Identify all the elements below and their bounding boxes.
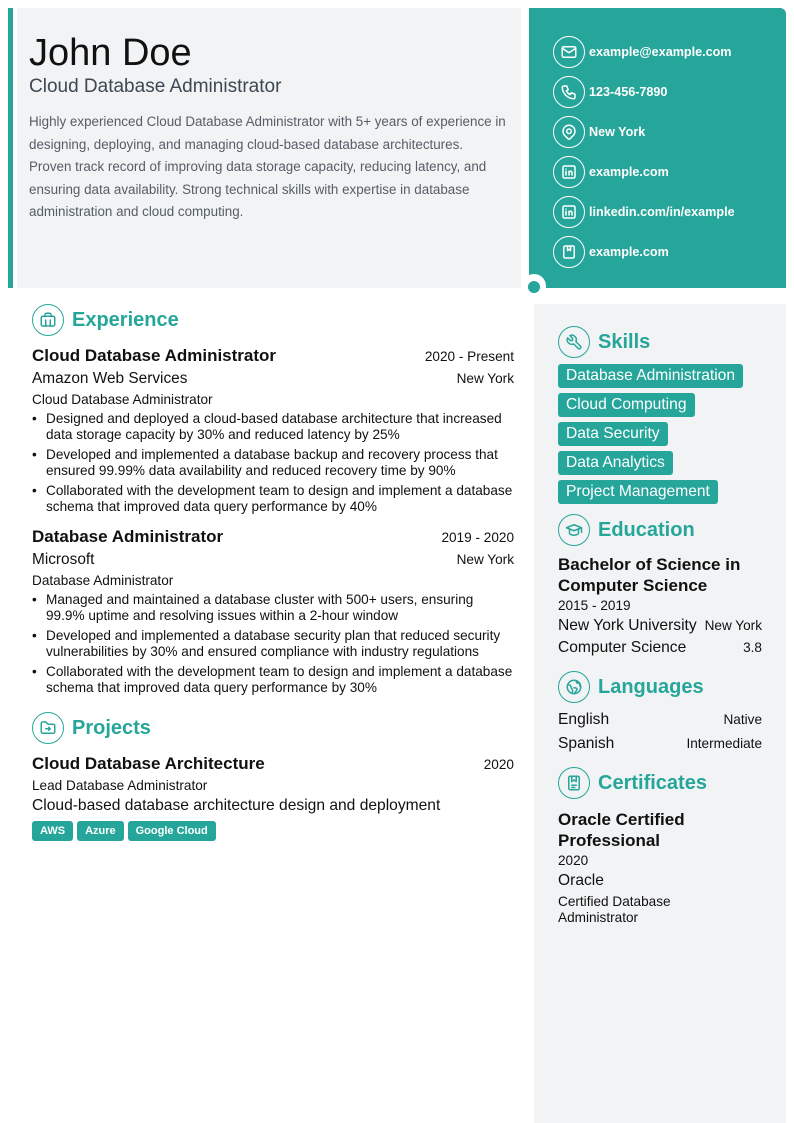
skill-badge: Project Management — [558, 480, 718, 504]
summary-text: Highly experienced Cloud Database Administrator with 5+ years of experience in designing, deploying, and managing cloud-based database architectures. Proven track record of improving data storage capacity, reducing latency, and ensuring data availability. Strong technical skills with expertise in database administration and cloud computing. — [29, 114, 506, 220]
phone-icon — [553, 76, 585, 108]
section-title: Languages — [598, 675, 704, 698]
experience-item — [32, 527, 514, 696]
project-tags — [32, 821, 514, 841]
skill-badge: Data Analytics — [558, 451, 673, 475]
education-gpa: 3.8 — [743, 640, 762, 655]
education-dates: 2015 - 2019 — [558, 598, 631, 613]
bullet-item: • Developed and implemented a database backup and recovery process that ensured 99.99% data availability and reduced recovery time by 90% — [32, 447, 514, 479]
project-item — [32, 754, 514, 841]
globe-icon — [558, 671, 590, 703]
section-title: Certificates — [598, 771, 707, 794]
experience-item — [32, 346, 514, 515]
bullet-item: • Collaborated with the development team to design and implement a database schema that improved data query performance by 40% — [32, 483, 514, 515]
job-dates: 2020 - Present — [424, 349, 514, 364]
language-level: Intermediate — [686, 736, 762, 751]
skill-badge: Data Security — [558, 422, 668, 446]
skills-list — [558, 364, 762, 504]
section-title: Education — [598, 518, 695, 541]
education-school: New York University — [558, 617, 697, 634]
skill-badge: Cloud Computing — [558, 393, 695, 417]
education-location: New York — [704, 618, 762, 633]
section-title: Projects — [72, 716, 151, 739]
project-tag: Azure — [77, 821, 124, 841]
job-role: Database Administrator — [32, 573, 174, 588]
job-company: Microsoft — [32, 551, 95, 568]
languages-heading — [558, 671, 762, 703]
project-role: Lead Database Administrator — [32, 778, 208, 793]
contact-text: example.com — [589, 165, 669, 179]
education-heading — [558, 514, 762, 546]
timeline-dot — [528, 281, 540, 293]
job-title: Database Administrator — [32, 527, 224, 546]
language-name: English — [558, 711, 610, 728]
contact-text: New York — [589, 125, 646, 139]
mail-icon — [553, 36, 585, 68]
projects-heading — [32, 712, 514, 744]
language-item — [558, 735, 762, 753]
accent-bar — [8, 8, 13, 288]
project-tag: Google Cloud — [128, 821, 216, 841]
contact-linkedin[interactable] — [553, 192, 786, 232]
job-bullets — [32, 592, 514, 696]
certificate-item — [558, 809, 762, 926]
contact-text: example.com — [589, 245, 669, 259]
linkedin-icon — [553, 196, 585, 228]
job-location: New York — [456, 371, 514, 386]
person-name: John Doe — [29, 32, 192, 74]
bullet-item: • Managed and maintained a database cluster with 500+ users, ensuring 99.9% uptime and resolving issues within a 2-hour window — [32, 592, 514, 624]
contact-text: linkedin.com/in/example — [589, 205, 735, 219]
certificate-name: Oracle Certified Professional — [558, 810, 685, 850]
project-description: Cloud-based database architecture design and deployment — [32, 797, 441, 814]
certificates-heading — [558, 767, 762, 799]
skills-heading — [558, 326, 762, 358]
person-title: Cloud Database Administrator — [29, 76, 282, 97]
languages-list — [558, 711, 762, 753]
section-title: Skills — [598, 330, 651, 353]
job-title: Cloud Database Administrator — [32, 346, 277, 365]
education-field: Computer Science — [558, 639, 687, 656]
certificate-issuer: Oracle — [558, 872, 604, 889]
bullet-item: • Designed and deployed a cloud-based database architecture that increased data storage capacity by 30% and reduced latency by 25% — [32, 411, 514, 443]
language-item — [558, 711, 762, 729]
sidebar — [534, 304, 786, 1123]
contact-location — [553, 112, 786, 152]
contact-text: 123-456-7890 — [589, 85, 668, 99]
linkedin-icon — [553, 156, 585, 188]
education-degree: Bachelor of Science in Computer Science — [558, 555, 741, 595]
job-location: New York — [456, 552, 514, 567]
contact-text: example@example.com — [589, 45, 732, 59]
skill-badge: Database Administration — [558, 364, 743, 388]
contact-phone[interactable] — [553, 72, 786, 112]
briefcase-icon — [32, 304, 64, 336]
folder-icon — [32, 712, 64, 744]
contact-email[interactable] — [553, 32, 786, 72]
project-year: 2020 — [483, 757, 514, 772]
bullet-item: • Developed and implemented a database security plan that reduced security vulnerabilities by 30% and ensured compliance with industry regulations — [32, 628, 514, 660]
certificate-year: 2020 — [558, 853, 589, 868]
contact-website[interactable] — [553, 152, 786, 192]
job-dates: 2019 - 2020 — [441, 530, 514, 545]
contact-panel — [529, 8, 786, 288]
job-role: Cloud Database Administrator — [32, 392, 213, 407]
bookmark-icon — [553, 236, 585, 268]
wrench-icon — [558, 326, 590, 358]
project-tag: AWS — [32, 821, 73, 841]
education-item — [558, 554, 762, 657]
experience-heading — [32, 304, 514, 336]
language-name: Spanish — [558, 735, 615, 752]
certificate-description: Certified Database Administrator — [558, 894, 671, 925]
header-panel — [17, 8, 521, 288]
certificate-icon — [558, 767, 590, 799]
contact-portfolio[interactable] — [553, 232, 786, 272]
language-level: Native — [723, 712, 762, 727]
graduation-cap-icon — [558, 514, 590, 546]
section-title: Experience — [72, 308, 179, 331]
bullet-item: • Collaborated with the development team to design and implement a database schema that improved data query performance by 30% — [32, 664, 514, 696]
job-bullets — [32, 411, 514, 515]
job-company: Amazon Web Services — [32, 370, 188, 387]
location-pin-icon — [553, 116, 585, 148]
project-name: Cloud Database Architecture — [32, 754, 265, 773]
main-column — [32, 304, 514, 841]
